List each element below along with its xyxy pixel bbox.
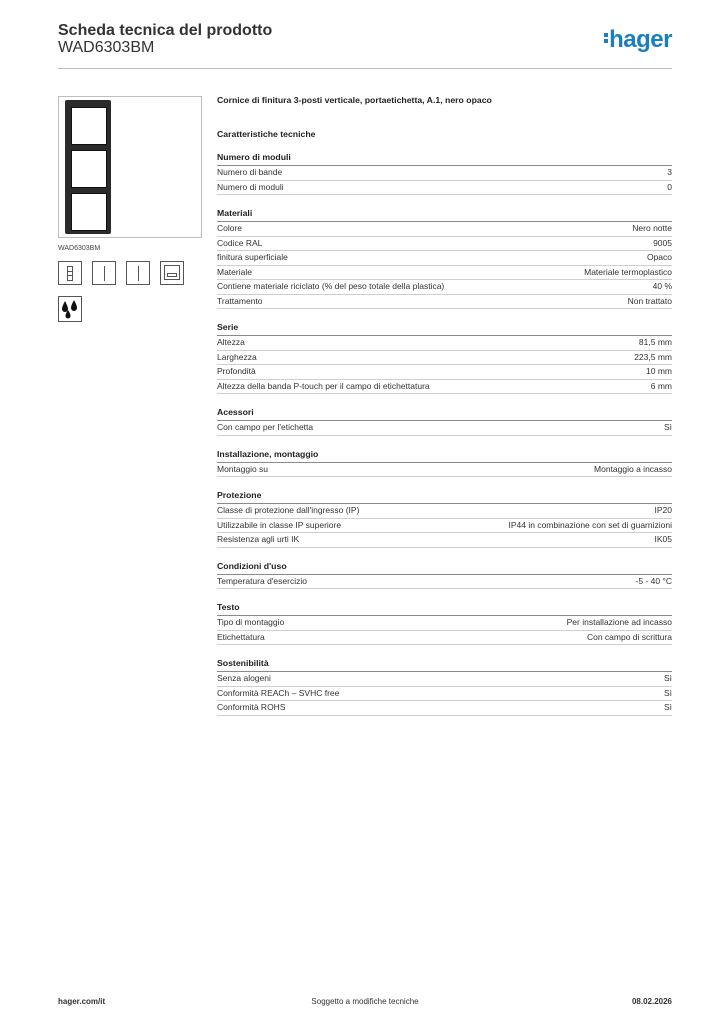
product-description: Cornice di finitura 3-posti verticale, portaetichetta, A.1, nero opaco bbox=[217, 95, 492, 105]
header-divider bbox=[58, 68, 672, 69]
spec-row bbox=[217, 533, 672, 548]
label-window-icon bbox=[160, 261, 184, 285]
spec-row bbox=[217, 380, 672, 395]
spec-label: finitura superficiale bbox=[217, 252, 288, 262]
spec-section-title: Condizioni d'uso bbox=[217, 561, 672, 575]
line-icon bbox=[126, 261, 150, 285]
spec-label: Classe di protezione dall'ingresso (IP) bbox=[217, 505, 360, 515]
frame-illustration bbox=[65, 100, 111, 234]
spec-row bbox=[217, 251, 672, 266]
spec-section-title: Protezione bbox=[217, 490, 672, 504]
spec-row bbox=[217, 237, 672, 252]
spec-label: Con campo per l'etichetta bbox=[217, 422, 314, 432]
spec-value: 6 mm bbox=[650, 380, 672, 391]
spec-section-title: Materiali bbox=[217, 208, 672, 222]
spec-row bbox=[217, 336, 672, 351]
spec-row bbox=[217, 631, 672, 646]
product-sidebar bbox=[58, 96, 202, 322]
spec-row bbox=[217, 295, 672, 310]
spec-value: 10 mm bbox=[646, 366, 672, 376]
spec-row bbox=[217, 166, 672, 181]
spec-value: 9005 bbox=[653, 237, 672, 248]
page-header bbox=[58, 20, 672, 68]
spec-value: Sì bbox=[663, 673, 672, 683]
spec-section bbox=[217, 407, 672, 436]
spec-label: Larghezza bbox=[217, 351, 257, 362]
spec-value: -5 - 40 °C bbox=[635, 575, 672, 586]
document-title: Scheda tecnica del prodotto bbox=[58, 22, 273, 39]
spec-value: Con campo di scrittura bbox=[586, 631, 672, 642]
spec-value: Sì bbox=[663, 687, 672, 698]
spec-section-title: Sostenibilità bbox=[217, 658, 672, 672]
spec-section-title: Serie bbox=[217, 322, 672, 336]
spec-label: Montaggio su bbox=[217, 463, 269, 474]
spec-label: Materiale bbox=[217, 266, 252, 277]
spec-value: Materiale termoplastico bbox=[584, 266, 672, 277]
spec-sections bbox=[217, 152, 672, 716]
spec-section bbox=[217, 561, 672, 590]
spec-row bbox=[217, 575, 672, 590]
spec-value: 3 bbox=[667, 167, 672, 177]
specs-title: Caratteristiche tecniche bbox=[217, 129, 316, 139]
spec-row bbox=[217, 280, 672, 295]
spec-row bbox=[217, 222, 672, 237]
spec-row bbox=[217, 351, 672, 366]
spec-row bbox=[217, 504, 672, 519]
water-drops-icon bbox=[58, 296, 82, 322]
spec-label: Numero di moduli bbox=[217, 181, 284, 192]
spec-value: IP20 bbox=[654, 505, 672, 515]
spec-row bbox=[217, 701, 672, 716]
spec-section bbox=[217, 449, 672, 478]
spec-row bbox=[217, 365, 672, 380]
spec-value: 40 % bbox=[652, 281, 672, 291]
spec-value: 0 bbox=[667, 181, 672, 192]
spec-row bbox=[217, 421, 672, 436]
spec-row bbox=[217, 519, 672, 534]
line-icon bbox=[92, 261, 116, 285]
spec-row bbox=[217, 266, 672, 281]
feature-icons bbox=[58, 261, 202, 285]
spec-label: Numero di bande bbox=[217, 167, 283, 177]
spec-label: Utilizzabile in classe IP superiore bbox=[217, 519, 342, 530]
spec-label: Contiene materiale riciclato (% del peso totale della plastica) bbox=[217, 281, 445, 291]
spec-label: Trattamento bbox=[217, 295, 263, 306]
footer-date: 08.02.2026 bbox=[631, 997, 672, 1006]
spec-label: Codice RAL bbox=[217, 237, 263, 248]
footer-note: Soggetto a modifiche tecniche bbox=[311, 997, 419, 1006]
spec-label: Resistenza agli urti IK bbox=[217, 534, 300, 544]
product-image-caption: WAD6303BM bbox=[58, 245, 101, 252]
spec-section-title: Testo bbox=[217, 602, 672, 616]
spec-value: Nero notte bbox=[632, 223, 672, 233]
spec-row bbox=[217, 181, 672, 196]
spec-row bbox=[217, 616, 672, 631]
spec-value: IK05 bbox=[654, 534, 672, 544]
spec-value: Montaggio a incasso bbox=[594, 463, 672, 474]
spec-section bbox=[217, 602, 672, 645]
spec-value: 223,5 mm bbox=[634, 351, 672, 362]
document-product-code: WAD6303BM bbox=[58, 39, 155, 56]
logo-text: hager bbox=[609, 26, 672, 53]
spec-section-title: Installazione, montaggio bbox=[217, 449, 672, 463]
spec-section bbox=[217, 152, 672, 195]
spec-label: Altezza della banda P-touch per il campo di etichettatura bbox=[217, 380, 430, 391]
spec-label: Conformità ROHS bbox=[217, 702, 286, 712]
spec-section-title: Numero di moduli bbox=[217, 152, 672, 166]
spec-label: Etichettatura bbox=[217, 631, 265, 642]
spec-label: Temperatura d'esercizio bbox=[217, 575, 307, 586]
specs-panel bbox=[217, 95, 672, 716]
hager-logo bbox=[604, 26, 672, 54]
spec-label: Altezza bbox=[217, 337, 245, 347]
product-image bbox=[58, 96, 202, 238]
spec-value: Non trattato bbox=[627, 295, 672, 306]
spec-row bbox=[217, 687, 672, 702]
spec-section bbox=[217, 658, 672, 716]
spec-label: Tipo di montaggio bbox=[217, 617, 285, 627]
spec-section bbox=[217, 208, 672, 309]
footer-site-link[interactable]: hager.com/it bbox=[58, 997, 106, 1006]
spec-label: Profondità bbox=[217, 366, 256, 376]
spec-section bbox=[217, 322, 672, 394]
spec-label: Senza alogeni bbox=[217, 673, 271, 683]
spec-section bbox=[217, 490, 672, 548]
logo-dots-icon bbox=[604, 31, 608, 45]
spec-row bbox=[217, 672, 672, 687]
spec-label: Conformità REACh – SVHC free bbox=[217, 687, 340, 698]
spec-row bbox=[217, 463, 672, 478]
spec-value: Per installazione ad incasso bbox=[566, 617, 672, 627]
spec-value: Sì bbox=[663, 702, 672, 712]
spec-value: 81,5 mm bbox=[638, 337, 672, 347]
spec-value: Sì bbox=[663, 422, 672, 432]
spec-value: IP44 in combinazione con set di guarnizioni bbox=[508, 519, 672, 530]
spec-value: Opaco bbox=[646, 252, 672, 262]
spec-label: Colore bbox=[217, 223, 243, 233]
module-strip-icon bbox=[58, 261, 82, 285]
spec-section-title: Acessori bbox=[217, 407, 672, 421]
